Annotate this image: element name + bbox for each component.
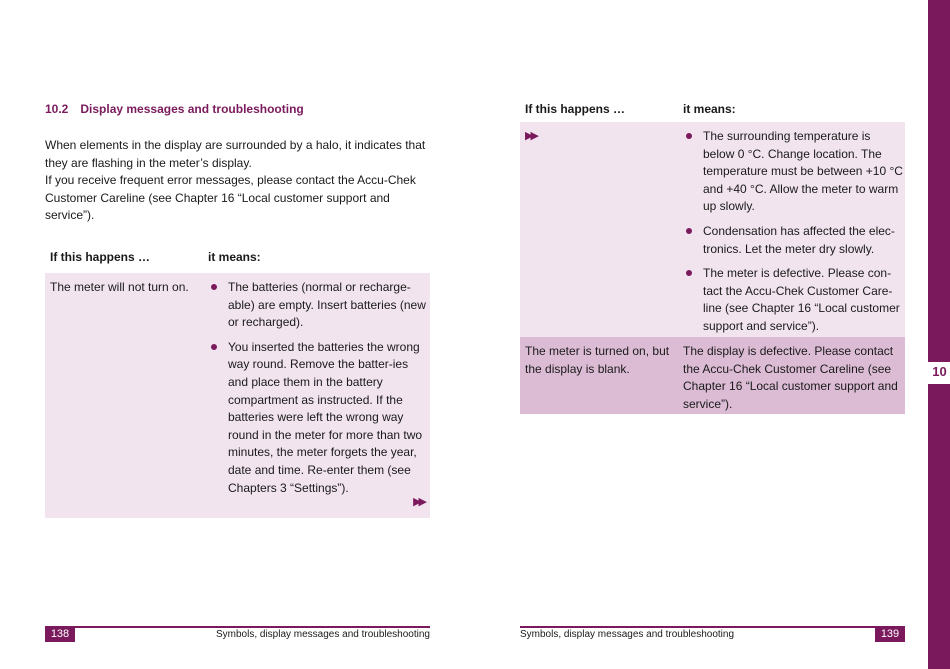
intro-text — [45, 137, 435, 225]
header-meaning: it means: — [208, 250, 261, 264]
meaning-bullet-list — [208, 279, 430, 497]
row-meaning — [683, 122, 905, 336]
header-condition: If this happens … — [525, 102, 626, 116]
right-troubleshooting-table — [520, 102, 905, 414]
table-header — [520, 102, 905, 122]
table-row — [520, 337, 905, 414]
row-condition: The meter is turned on, but the display is blank. — [525, 344, 670, 376]
bullet-item: The meter is defective. Please con-tact the Accu-Chek Customer Care-line (see Chapter 16 “Local customer support and service”). — [683, 265, 905, 335]
bullet-item: Condensation has affected the elec-tronics. Let the meter dry slowly. — [683, 223, 905, 258]
page-number: 138 — [45, 627, 75, 642]
chapter-tab-underline — [928, 384, 950, 392]
row-meaning: The display is defective. Please contact the Accu-Chek Customer Careline (see Chapter 16 “Local customer support and service”). — [683, 344, 898, 411]
section-heading — [45, 102, 304, 116]
row-meaning — [208, 273, 430, 497]
table-row — [45, 273, 430, 518]
chapter-side-bar — [928, 0, 950, 669]
meaning-bullet-list — [683, 128, 905, 336]
table-row — [520, 122, 905, 337]
footer-text: Symbols, display messages and troubleshooting — [520, 629, 735, 640]
section-number: 10.2 — [45, 102, 69, 116]
header-meaning: it means: — [683, 102, 736, 116]
section-title: Display messages and troubleshooting — [80, 102, 304, 116]
bullet-item: The batteries (normal or recharge-able) are empty. Insert batteries (new or recharged). — [208, 279, 430, 332]
continued-arrow-icon: ▶▶ — [525, 130, 536, 142]
footer-rule — [45, 626, 430, 628]
footer-text: Symbols, display messages and troubleshooting — [215, 629, 430, 640]
continue-arrow-icon: ▶▶ — [413, 496, 424, 509]
intro-paragraph-1: When elements in the display are surrounded by a halo, it indicates that they are flashing in the meter’s display. — [45, 138, 426, 170]
row-condition: The meter will not turn on. — [50, 280, 189, 294]
bullet-item: You inserted the batteries the wrong way round. Remove the batter-ies and place them in the battery compartment as instructed. If the batteries were left the wrong way round in the meter for more than two minutes, the meter forgets the year, date and time. Re-enter them (see Chapters 3 “Settings”). — [208, 339, 430, 497]
page-number: 139 — [875, 627, 905, 642]
chapter-tab-number: 10 — [932, 364, 947, 379]
intro-paragraph-2: If you receive frequent error messages, please contact the Accu-Chek Customer Careline (see Chapter 16 “Local customer support and service”). — [45, 173, 416, 223]
footer-rule — [520, 626, 905, 628]
header-condition: If this happens … — [50, 250, 151, 264]
bullet-item: The surrounding temperature is below 0 °C. Change location. The temperature must be between +10 °C and +40 °C. Allow the meter to warm up slowly. — [683, 128, 905, 216]
table-header — [45, 249, 430, 273]
left-troubleshooting-table — [45, 249, 430, 518]
